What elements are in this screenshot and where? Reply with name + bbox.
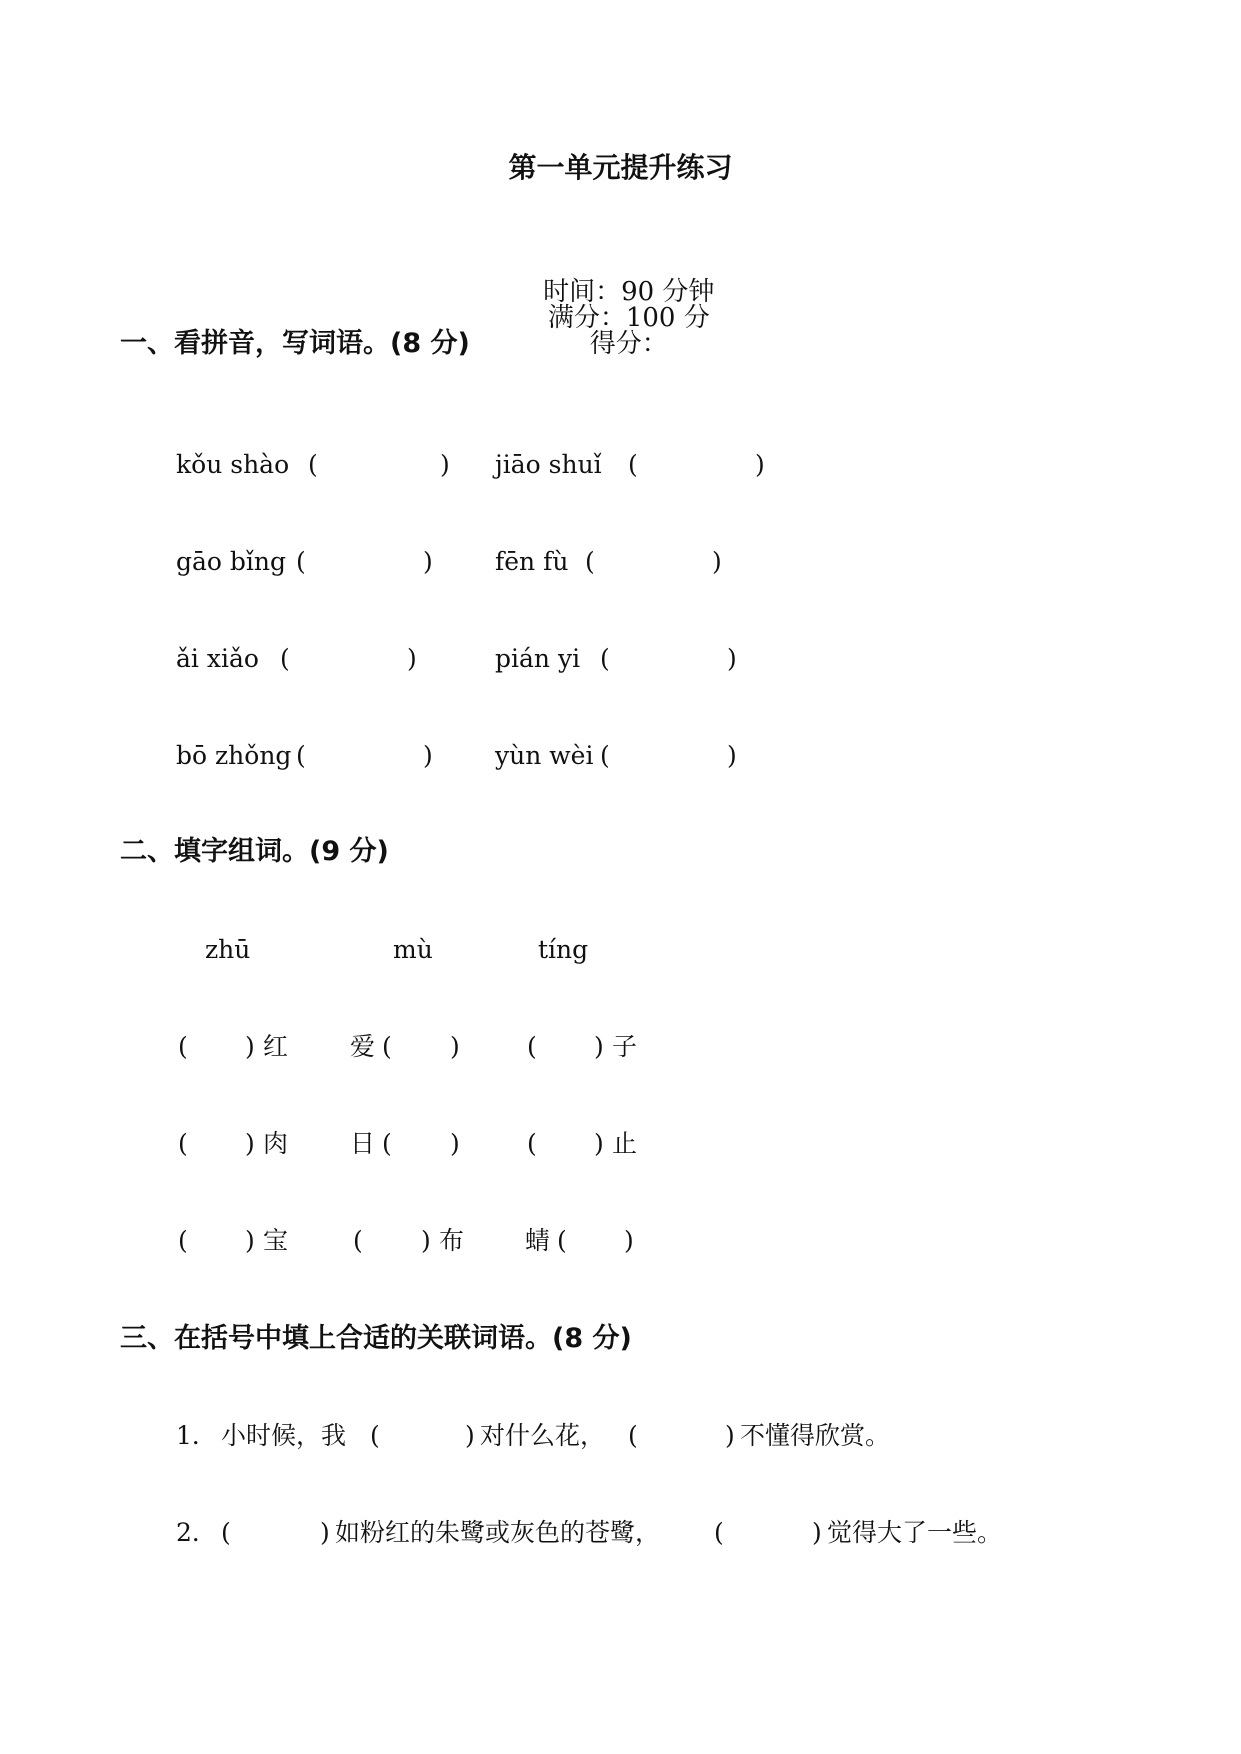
answer-blank: ( <box>221 1518 231 1547</box>
answer-blank: ( <box>382 1032 392 1061</box>
word-char: 宝 <box>263 1226 289 1255</box>
answer-blank: ( <box>600 741 610 770</box>
answer-blank: ) <box>712 547 722 576</box>
question-text: 对什么花， <box>480 1421 606 1450</box>
pinyin-prompt: zhū <box>205 935 251 964</box>
answer-blank: ( <box>585 547 595 576</box>
pinyin-item: jiāo shuǐ <box>495 450 602 479</box>
answer-blank: ) <box>245 1129 255 1158</box>
answer-blank: ) <box>440 450 450 479</box>
answer-blank: ) <box>320 1518 330 1547</box>
answer-blank: ( <box>600 644 610 673</box>
word-char: 爱 <box>350 1032 376 1061</box>
section2-heading: 二、填字组词。(9 分) <box>120 836 389 867</box>
pinyin-item: bō zhǒng <box>176 741 292 770</box>
answer-blank: ( <box>527 1129 537 1158</box>
word-char: 蜻 <box>525 1226 551 1255</box>
question-number: 2． <box>176 1518 217 1547</box>
page-title: 第一单元提升练习 <box>508 151 733 184</box>
answer-blank: ( <box>308 450 318 479</box>
answer-blank: ( <box>296 547 306 576</box>
section1-heading: 一、看拼音，写词语。(8 分) <box>120 328 470 359</box>
answer-blank: ) <box>727 741 737 770</box>
answer-blank: ( <box>557 1226 567 1255</box>
answer-blank: ( <box>628 1421 638 1450</box>
answer-blank: ) <box>450 1032 460 1061</box>
pinyin-item: ǎi xiǎo <box>176 644 259 673</box>
question-text: 不懂得欣赏。 <box>740 1421 891 1450</box>
pinyin-item: pián yi <box>495 644 581 673</box>
answer-blank: ) <box>725 1421 735 1450</box>
pinyin-item: fēn fù <box>495 547 569 576</box>
answer-blank: ( <box>382 1129 392 1158</box>
question-text: 小时候，我 <box>221 1421 347 1450</box>
answer-blank: ) <box>727 644 737 673</box>
word-char: 肉 <box>263 1129 289 1158</box>
pinyin-item: gāo bǐng <box>176 547 287 576</box>
answer-blank: ( <box>714 1518 724 1547</box>
pinyin-item: kǒu shào <box>176 450 290 479</box>
full-score: 满分：100 分 <box>547 303 710 333</box>
section3-heading: 三、在括号中填上合适的关联词语。(8 分) <box>120 1323 632 1354</box>
pinyin-item: yùn wèi <box>495 741 594 770</box>
word-char: 布 <box>439 1226 465 1255</box>
time-limit: 时间：90 分钟 <box>543 277 715 307</box>
answer-blank: ( <box>370 1421 380 1450</box>
pinyin-prompt: tíng <box>538 935 589 964</box>
answer-blank: ( <box>280 644 290 673</box>
score-field: 得分： <box>589 329 668 359</box>
answer-blank: ( <box>178 1032 188 1061</box>
answer-blank: ( <box>296 741 306 770</box>
question-text: 如粉红的朱鹭或灰色的苍鹭， <box>335 1518 661 1547</box>
answer-blank: ( <box>178 1129 188 1158</box>
answer-blank: ) <box>624 1226 634 1255</box>
answer-blank: ) <box>407 644 417 673</box>
answer-blank: ( <box>178 1226 188 1255</box>
answer-blank: ) <box>421 1226 431 1255</box>
answer-blank: ( <box>353 1226 363 1255</box>
pinyin-prompt: mù <box>393 935 433 964</box>
word-char: 子 <box>612 1032 638 1061</box>
question-text: 觉得大了一些。 <box>827 1518 1003 1547</box>
answer-blank: ) <box>812 1518 822 1547</box>
answer-blank: ) <box>423 741 433 770</box>
answer-blank: ) <box>594 1032 604 1061</box>
answer-blank: ) <box>450 1129 460 1158</box>
answer-blank: ) <box>245 1032 255 1061</box>
word-char: 红 <box>263 1032 289 1061</box>
answer-blank: ( <box>628 450 638 479</box>
word-char: 日 <box>350 1129 376 1158</box>
answer-blank: ) <box>755 450 765 479</box>
answer-blank: ( <box>527 1032 537 1061</box>
answer-blank: ) <box>245 1226 255 1255</box>
word-char: 止 <box>612 1129 638 1158</box>
answer-blank: ) <box>594 1129 604 1158</box>
question-number: 1． <box>176 1421 217 1450</box>
answer-blank: ) <box>465 1421 475 1450</box>
answer-blank: ) <box>423 547 433 576</box>
